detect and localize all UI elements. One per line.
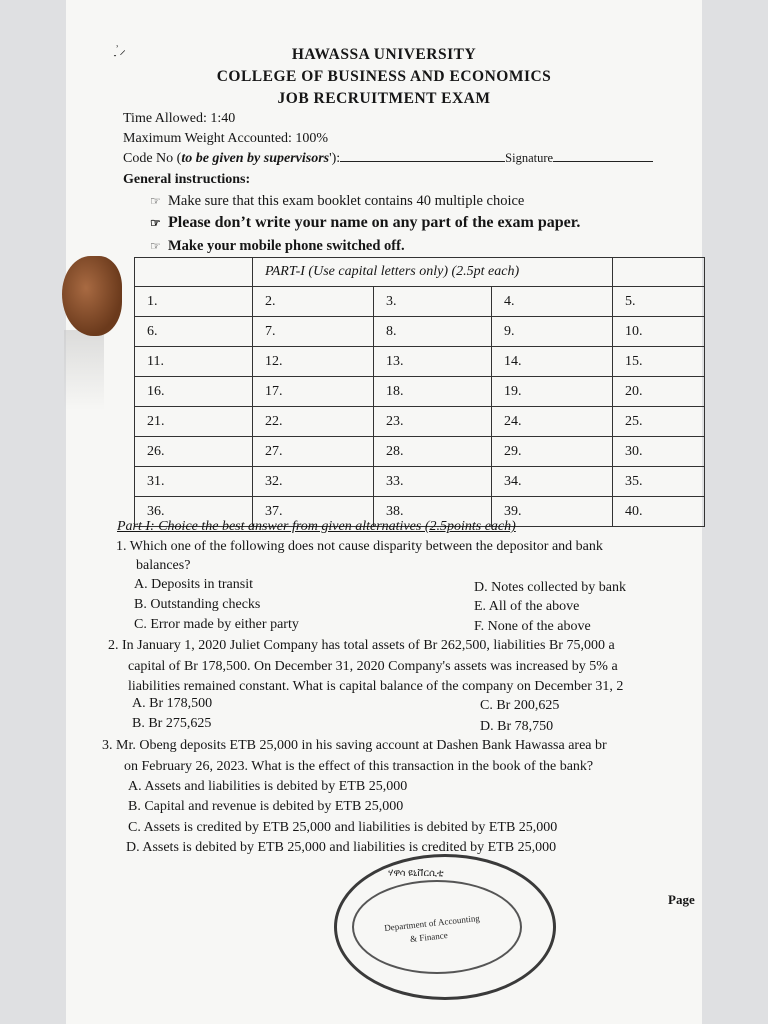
answer-cell[interactable]: 8.: [374, 317, 492, 347]
shadow: [64, 330, 104, 410]
corner-mark: ָʾ⸝: [115, 42, 126, 57]
general-instructions-title: General instructions:: [123, 172, 251, 187]
answer-cell[interactable]: 18.: [374, 377, 492, 407]
instruction-item: ☞ Make your mobile phone switched off.: [150, 238, 405, 254]
answer-row: [135, 347, 705, 377]
answer-cell[interactable]: 17.: [253, 377, 374, 407]
question-3-option-a[interactable]: A. Assets and liabilities is debited by ETB 25,000: [128, 779, 408, 794]
answer-cell[interactable]: 35.: [613, 467, 705, 497]
question-3-option-d[interactable]: D. Assets is debited by ETB 25,000 and liabilities is credited by ETB 25,000: [126, 840, 557, 855]
answer-row: [135, 467, 705, 497]
answer-cell[interactable]: 1.: [135, 287, 253, 317]
answer-cell[interactable]: 39.: [492, 497, 613, 527]
code-blank: [340, 161, 505, 162]
question-3-option-b[interactable]: B. Capital and revenue is debited by ETB 25,000: [128, 799, 404, 814]
answer-cell[interactable]: 38.: [374, 497, 492, 527]
answer-cell[interactable]: 24.: [492, 407, 613, 437]
table-cell: [613, 258, 705, 287]
answer-cell[interactable]: 14.: [492, 347, 613, 377]
answer-cell[interactable]: 13.: [374, 347, 492, 377]
pointing-hand-icon: ☞: [150, 216, 161, 230]
answer-cell[interactable]: 34.: [492, 467, 613, 497]
question-2-line-3: liabilities remained constant. What is capital balance of the company on December 31, 2: [128, 679, 624, 694]
answer-row: [135, 287, 705, 317]
question-2-option-d[interactable]: D. Br 78,750: [480, 719, 554, 734]
part-one-instructions: Part I: Choice the best answer from given alternatives (2.5points each): [117, 519, 516, 534]
question-1-option-f[interactable]: F. None of the above: [474, 619, 591, 634]
finger: [62, 256, 122, 336]
answer-row: [135, 317, 705, 347]
answer-rows: [135, 287, 705, 527]
question-2-option-b[interactable]: B. Br 275,625: [132, 716, 212, 731]
college-name: COLLEGE OF BUSINESS AND ECONOMICS: [216, 68, 552, 85]
part-one-heading: PART-I (Use capital letters only) (2.5pt each): [253, 258, 613, 287]
table-cell: [135, 258, 253, 287]
answer-cell[interactable]: 11.: [135, 347, 253, 377]
answer-cell[interactable]: 33.: [374, 467, 492, 497]
answer-cell[interactable]: 40.: [613, 497, 705, 527]
question-1-option-c[interactable]: C. Error made by either party: [134, 617, 299, 632]
answer-cell[interactable]: 36.: [135, 497, 253, 527]
university-name: HAWASSA UNIVERSITY: [291, 46, 477, 63]
answer-cell[interactable]: 27.: [253, 437, 374, 467]
answer-row: [135, 407, 705, 437]
answer-cell[interactable]: 7.: [253, 317, 374, 347]
answer-cell[interactable]: 26.: [135, 437, 253, 467]
page-label: Page: [668, 892, 695, 907]
answer-cell[interactable]: 19.: [492, 377, 613, 407]
answer-cell[interactable]: 3.: [374, 287, 492, 317]
question-1-option-d[interactable]: D. Notes collected by bank: [474, 580, 627, 595]
pointing-hand-icon: ☞: [150, 194, 161, 208]
answer-cell[interactable]: 32.: [253, 467, 374, 497]
code-line: [123, 151, 653, 167]
answer-cell[interactable]: 25.: [613, 407, 705, 437]
question-1-option-b[interactable]: B. Outstanding checks: [134, 597, 261, 612]
code-prefix: Code No (: [123, 151, 182, 166]
answer-cell[interactable]: 16.: [135, 377, 253, 407]
answer-row: [135, 377, 705, 407]
question-1-line-1: 1. Which one of the following does not cause disparity between the depositor and bank: [116, 539, 603, 554]
answer-cell[interactable]: 31.: [135, 467, 253, 497]
question-2-option-c[interactable]: C. Br 200,625: [480, 698, 560, 713]
answer-cell[interactable]: 15.: [613, 347, 705, 377]
answer-cell[interactable]: 23.: [374, 407, 492, 437]
answer-table: [134, 257, 705, 527]
answer-cell[interactable]: 20.: [613, 377, 705, 407]
question-2-line-2: capital of Br 178,500. On December 31, 2020 Company's assets was increased by 5% a: [128, 659, 618, 674]
question-1-option-e[interactable]: E. All of the above: [474, 599, 580, 614]
instruction-item: ☞ Please don’t write your name on any part of the exam paper.: [150, 214, 581, 231]
question-2-line-1: 2. In January 1, 2020 Juliet Company has total assets of Br 262,500, liabilities Br 75,000 a: [108, 638, 615, 653]
question-1-line-2: balances?: [136, 558, 191, 573]
answer-cell[interactable]: 2.: [253, 287, 374, 317]
answer-cell[interactable]: 22.: [253, 407, 374, 437]
answer-cell[interactable]: 37.: [253, 497, 374, 527]
maximum-weight: Maximum Weight Accounted: 100%: [123, 131, 329, 146]
signature-blank: [553, 161, 653, 162]
answer-cell[interactable]: 9.: [492, 317, 613, 347]
question-3-line-1: 3. Mr. Obeng deposits ETB 25,000 in his saving account at Dashen Bank Hawassa area br: [102, 738, 607, 753]
answer-cell[interactable]: 6.: [135, 317, 253, 347]
pointing-hand-icon: ☞: [150, 239, 161, 253]
answer-cell[interactable]: 4.: [492, 287, 613, 317]
question-2-option-a[interactable]: A. Br 178,500: [132, 696, 213, 711]
signature-label: Signature: [505, 151, 554, 165]
code-italic: to be given by supervisors: [181, 151, 330, 166]
answer-row: [135, 437, 705, 467]
instruction-item: ☞ Make sure that this exam booklet contains 40 multiple choice: [150, 193, 525, 209]
answer-cell[interactable]: 28.: [374, 437, 492, 467]
answer-cell[interactable]: 5.: [613, 287, 705, 317]
stamp-ring-text: ሃዋሳ ዩኒቨርሲቲ: [388, 868, 444, 879]
answer-cell[interactable]: 29.: [492, 437, 613, 467]
answer-cell[interactable]: 10.: [613, 317, 705, 347]
stamp-line-2: & Finance: [409, 930, 449, 944]
time-allowed: Time Allowed: 1:40: [123, 111, 236, 126]
answer-cell[interactable]: 12.: [253, 347, 374, 377]
exam-title: JOB RECRUITMENT EXAM: [277, 90, 491, 107]
code-suffix: '):: [329, 151, 341, 166]
question-3-option-c[interactable]: C. Assets is credited by ETB 25,000 and liabilities is debited by ETB 25,000: [128, 820, 558, 835]
answer-cell[interactable]: 30.: [613, 437, 705, 467]
stamp-line-1: Department of Accounting: [383, 913, 481, 933]
question-1-option-a[interactable]: A. Deposits in transit: [134, 577, 253, 592]
question-3-line-2: on February 26, 2023. What is the effect of this transaction in the book of the bank?: [124, 759, 594, 774]
answer-cell[interactable]: 21.: [135, 407, 253, 437]
answer-table-header: [135, 258, 705, 287]
